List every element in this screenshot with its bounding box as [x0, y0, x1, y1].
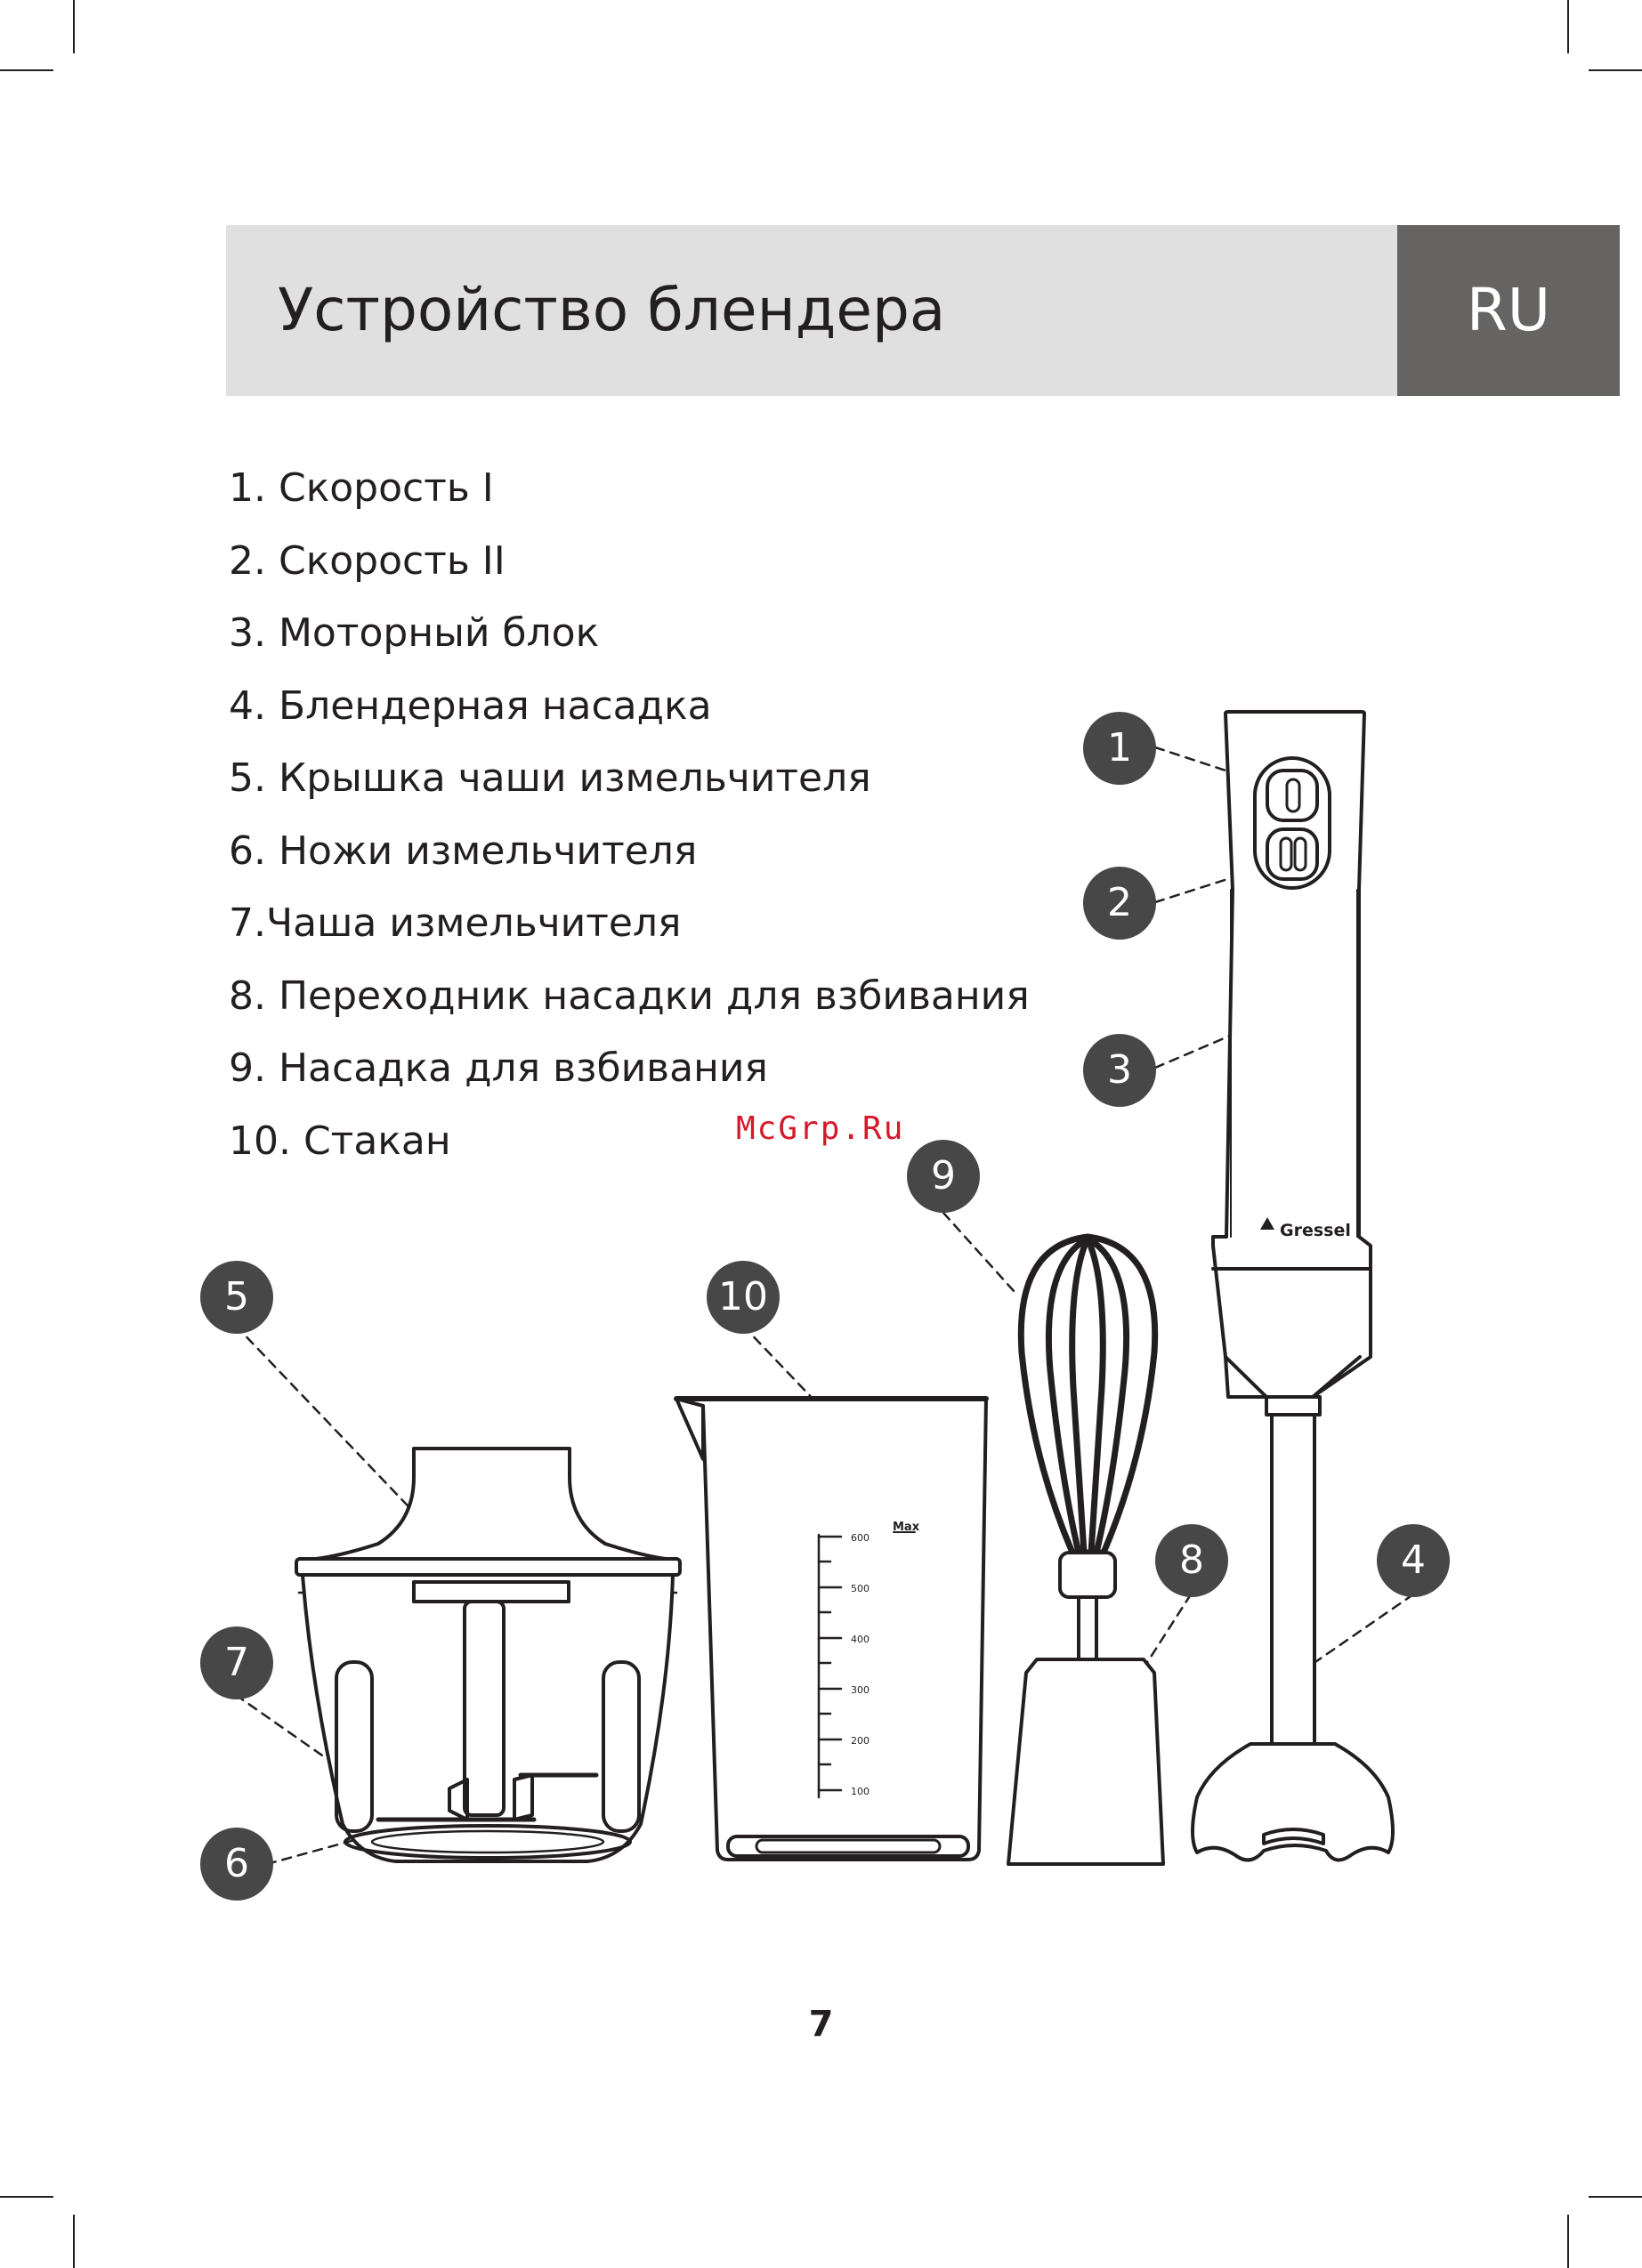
list-item: 7.Чаша измельчителя — [229, 900, 682, 946]
page-number: 7 — [808, 2004, 834, 2045]
list-item: 6. Ножи измельчителя — [229, 827, 698, 874]
callout-badge: 4 — [1377, 1524, 1450, 1597]
scale-label: 400 — [851, 1634, 870, 1645]
callout-badge: 9 — [907, 1140, 980, 1213]
language-badge: RU — [1397, 225, 1620, 396]
chopper-drawing — [296, 1449, 680, 1861]
callout-badge: 6 — [200, 1828, 273, 1901]
blender-drawing — [1193, 712, 1393, 1860]
callout-badge: 1 — [1083, 712, 1156, 785]
callout-badge: 8 — [1155, 1524, 1228, 1597]
brand-logo: Gressel — [1280, 1221, 1351, 1240]
scale-label: 500 — [851, 1583, 870, 1594]
list-item: 5. Крышка чаши измельчителя — [229, 755, 871, 801]
callout-badge: 2 — [1083, 867, 1156, 940]
list-item: 8. Переходник насадки для взбивания — [229, 973, 1030, 1019]
whisk-drawing — [1008, 1237, 1163, 1864]
list-item: 2. Скорость II — [229, 537, 506, 584]
scale-label: 600 — [851, 1532, 870, 1544]
list-item: 10. Стакан — [229, 1118, 451, 1164]
list-item: 1. Скорость I — [229, 465, 494, 511]
scale-label: 200 — [851, 1735, 870, 1747]
list-item: 3. Моторный блок — [229, 610, 600, 656]
max-label: Max — [893, 1521, 920, 1534]
list-item: 9. Насадка для взбивания — [229, 1045, 768, 1091]
callout-badge: 7 — [200, 1626, 273, 1699]
callout-badge: 5 — [200, 1261, 273, 1334]
beaker-drawing — [676, 1399, 986, 1860]
callout-badge: 3 — [1083, 1034, 1156, 1107]
scale-label: 100 — [851, 1786, 870, 1797]
list-item: 4. Блендерная насадка — [229, 682, 712, 729]
page-title: Устройство блендера — [278, 276, 946, 344]
callout-badge: 10 — [707, 1261, 780, 1334]
scale-label: 300 — [851, 1684, 870, 1696]
watermark-text: McGrp.Ru — [736, 1110, 905, 1147]
